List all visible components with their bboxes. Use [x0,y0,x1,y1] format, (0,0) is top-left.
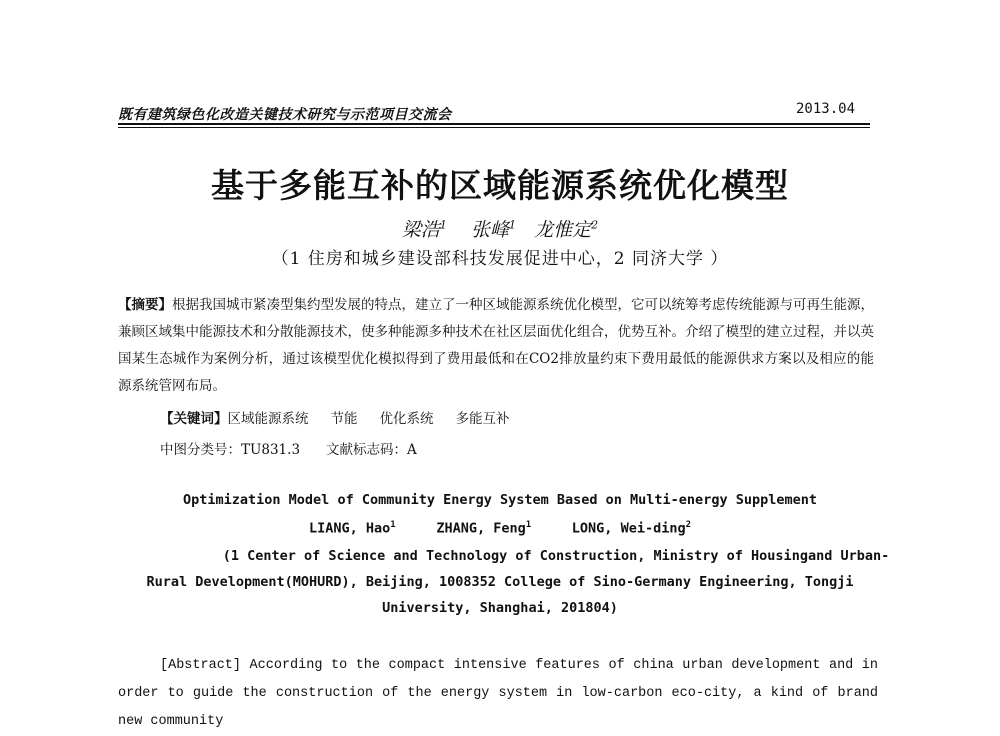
keyword: 多能互补 [455,411,510,427]
author-affil-mark: 2 [591,218,599,232]
english-affiliation-line1: (1 Center of Science and Technology of Construction, Ministry of Housingand Urban- [222,548,890,564]
english-title: Optimization Model of Community Energy System Based on Multi-energy Supplement [183,492,817,508]
author-affil-mark: 1 [509,218,517,232]
classification [160,438,417,458]
author-name: ZHANG, Feng [436,520,526,537]
english-authors [0,520,1000,537]
authors-cn [0,215,1000,242]
clc-number: 中图分类号：TU831.3 [160,442,301,458]
header-rule-thin [118,127,870,128]
author-name: 梁浩 [401,219,440,241]
author-name: LIANG, Hao [308,520,391,537]
document-code: 文献标志码：A [326,442,417,458]
abstract-text: 根据我国城市紧凑型集约型发展的特点，建立了一种区域能源系统优化模型，它可以统筹考虑传统能源与可再生能源，兼顾区域集中能源技术和分散能源技术，使多种能源多种技术在社区层面优化组合，优势互补。介绍了模型的建立过程，并以英国某生态城作为案例分析，通过该模型优化模拟得到了费用最低和在CO2排放量约束下费用最低的能源供求方案以及相应的能源系统管网布局。 [118,297,874,394]
header-rule-thick [118,123,870,125]
english-abstract: [Abstract] According to the compact intensive features of china urban development and in order to guide the construction of the energy system in low-carbon eco-city, a kind of brand new community [118,658,878,729]
abstract-cn [118,292,874,400]
keywords-label: 【关键词】 [160,411,228,427]
keyword: 优化系统 [379,411,434,427]
author-name: 龙惟定 [534,219,592,241]
author-affil-mark: 2 [685,520,692,530]
author-name: LONG, Wei-ding [571,520,686,537]
affiliation-cn: （1 住房和城乡建设部科技发展促进中心，2 同济大学 ） [271,249,729,269]
paper-title: 基于多能互补的区域能源系统优化模型 [211,166,789,205]
issue-date: 2013.04 [796,101,856,117]
author-affil-mark: 1 [439,218,447,232]
conference-header: 既有建筑绿色化改造关键技术研究与示范项目交流会 [118,107,452,123]
author-affil-mark: 1 [390,520,396,530]
author-affil-mark: 1 [525,520,532,530]
english-affiliation-line3: University, Shanghai, 201804) [382,600,618,616]
keyword: 节能 [330,411,358,427]
keywords [160,407,510,427]
english-affiliation-line2: Rural Development(MOHURD), Beijing, 1008352 College of Sino-Germany Engineering, Tongji [146,574,854,590]
abstract-label: 【摘要】 [118,297,172,313]
author-name: 张峰 [471,219,510,241]
keyword: 区域能源系统 [227,411,309,427]
